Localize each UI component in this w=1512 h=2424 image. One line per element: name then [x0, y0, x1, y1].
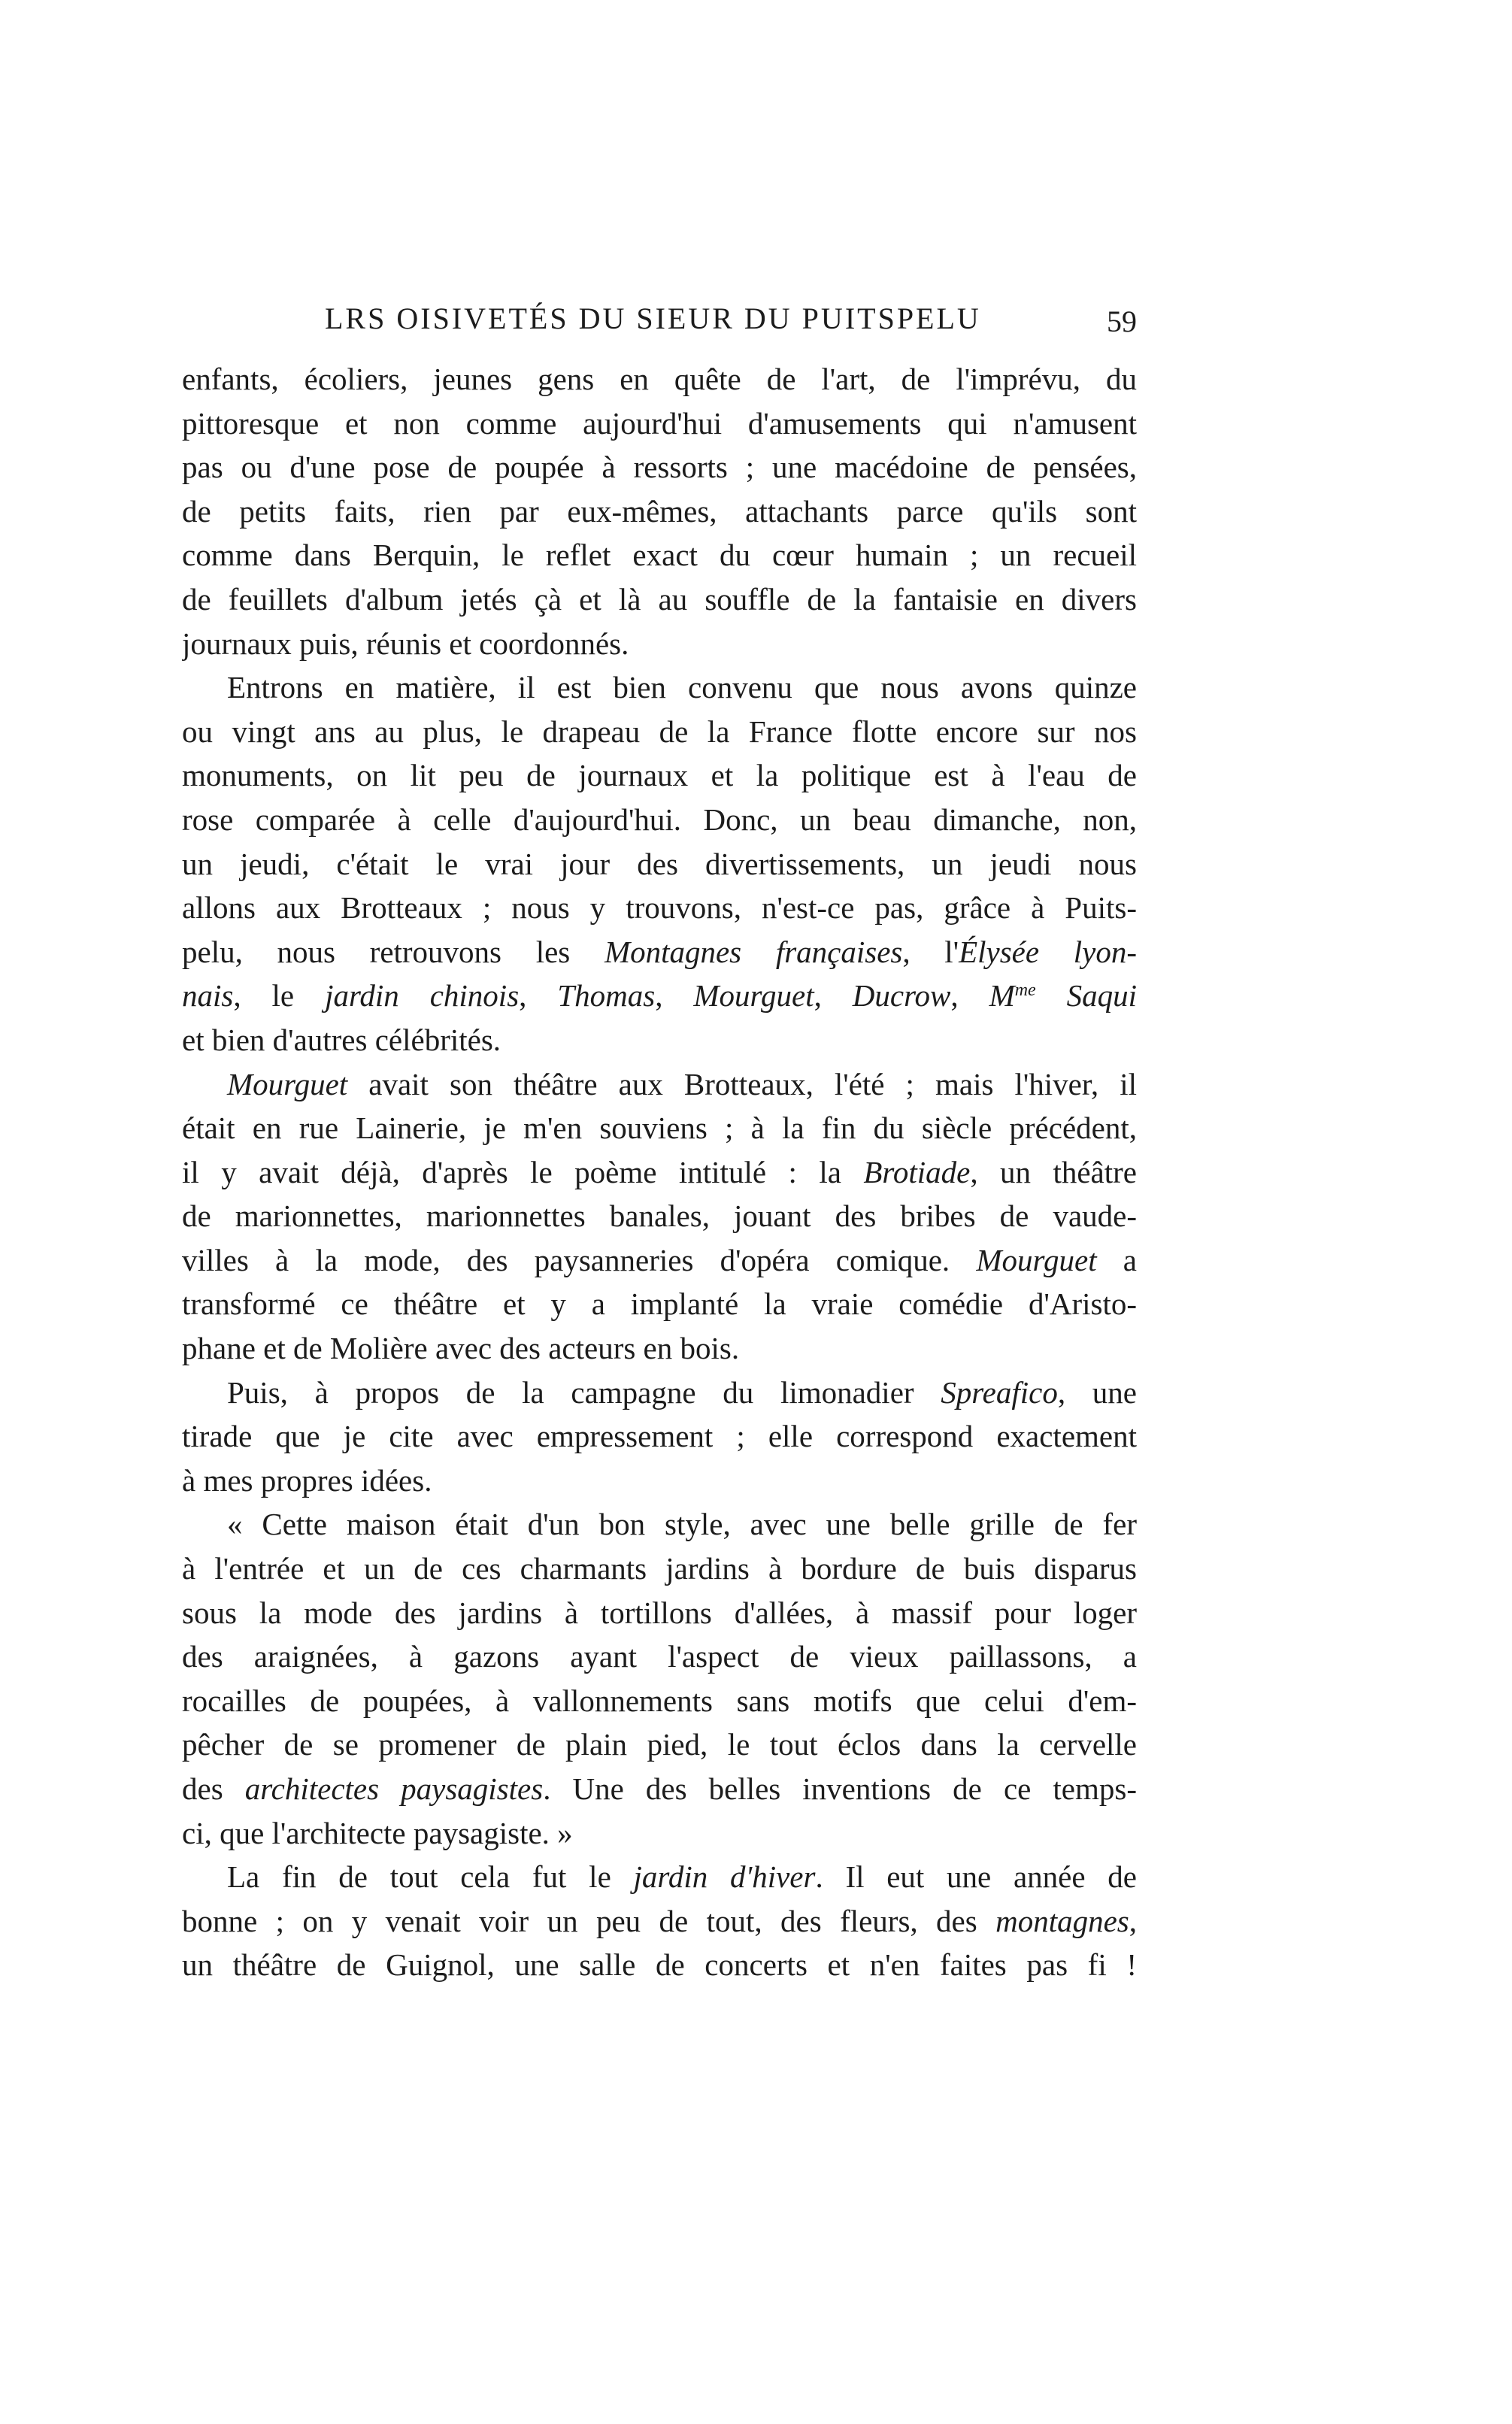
- text-line: allons aux Brotteaux ; nous y trouvons, n'est-ce pas, grâce à Puits-: [182, 890, 1137, 926]
- text-line: de feuillets d'album jetés çà et là au souffle de la fantaisie en divers: [182, 581, 1137, 617]
- text-line: pêcher de se promener de plain pied, le tout éclos dans la cervelle: [182, 1727, 1137, 1762]
- text-line: des araignées, à gazons ayant l'aspect de vieux paillassons, a: [182, 1639, 1137, 1674]
- running-title: LRS OISIVETÉS DU SIEUR DU PUITSPELU: [325, 301, 981, 335]
- italic-name: Thomas: [557, 978, 656, 1014]
- text-line: tirade que je cite avec empressement ; elle correspond exactement: [182, 1419, 1137, 1454]
- text-line: pittoresque et non comme aujourd'hui d'amusements qui n'amusent: [182, 405, 1137, 441]
- text-line: enfants, écoliers, jeunes gens en quête de l'art, de l'imprévu, du: [182, 362, 1137, 396]
- text-line: de petits faits, rien par eux-mêmes, attachants parce qu'ils sont: [182, 493, 1137, 529]
- page-number: 59: [1107, 305, 1137, 338]
- paragraph-start-line: Entrons en matière, il est bien convenu que nous avons quinze: [227, 670, 1137, 705]
- paragraph-start-line: La fin de tout cela fut le jardin d'hiver. Il eut une année de: [227, 1859, 1137, 1895]
- italic-name: Spreafico: [941, 1374, 1058, 1410]
- text-line: un jeudi, c'était le vrai jour des divertissements, un jeudi nous: [182, 846, 1137, 881]
- text-line: nais, le jardin chinois, Thomas, Mourguet, Ducrow, $M^{me}$ Saqui: [182, 978, 1137, 1014]
- text-line: bonne ; on y venait voir un peu de tout, des fleurs, des montagnes,: [182, 1903, 1137, 1938]
- italic-name: Mourguet: [976, 1242, 1097, 1277]
- italic-title: jardin chinois: [325, 978, 520, 1014]
- italic-phrase: jardin d'hiver: [633, 1859, 816, 1895]
- text-line: comme dans Berquin, le reflet exact du cœur humain ; un recueil: [182, 538, 1137, 573]
- italic-title: Brotiade: [863, 1154, 971, 1189]
- italic-name: Mourguet: [227, 1066, 348, 1101]
- text-line: ou vingt ans au plus, le drapeau de la France flotte encore sur nos: [182, 714, 1137, 749]
- running-head: [182, 301, 1137, 346]
- quote-start-line: « Cette maison était d'un bon style, avec une belle grille de fer: [227, 1507, 1137, 1542]
- italic-title: Montagnes françaises: [604, 934, 903, 969]
- text-line: monuments, on lit peu de journaux et la politique est à l'eau de: [182, 758, 1137, 793]
- text-line: il y avait déjà, d'après le poème intitulé : la Brotiade, un théâtre: [182, 1154, 1137, 1189]
- paragraph-start-line: Puis, à propos de la campagne du limonadier Spreafico, une: [227, 1374, 1137, 1410]
- italic-name: M: [989, 978, 1015, 1014]
- text-line: de marionnettes, marionnettes banales, jouant des bribes de vaude-: [182, 1198, 1137, 1234]
- text-line: un théâtre de Guignol, une salle de concerts et n'en faites pas fi !: [182, 1947, 1137, 1983]
- text-line: pas ou d'une pose de poupée à ressorts ; une macédoine de pensées,: [182, 450, 1137, 485]
- superscript-me: me: [1014, 980, 1036, 1001]
- text-line: rocailles de poupées, à vallonnements sans motifs que celui d'em-: [182, 1683, 1137, 1718]
- italic-phrase: montagnes: [995, 1903, 1129, 1938]
- italic-name: Mourguet: [693, 978, 814, 1014]
- italic-title: Élysée lyon-: [959, 934, 1137, 969]
- text-line: phane et de Molière avec des acteurs en bois.: [182, 1331, 740, 1366]
- text-line: à mes propres idées.: [182, 1462, 432, 1498]
- text-line: ci, que l'architecte paysagiste. »: [182, 1815, 573, 1850]
- text-line: rose comparée à celle d'aujourd'hui. Donc, un beau dimanche, non,: [182, 801, 1137, 837]
- italic-name: Saqui: [1035, 978, 1137, 1014]
- text-line: journaux puis, réunis et coordonnés.: [182, 626, 629, 661]
- text-line: villes à la mode, des paysanneries d'opéra comique. Mourguet a: [182, 1242, 1137, 1277]
- paragraph-start-line: Mourguet avait son théâtre aux Brotteaux, l'été ; mais l'hiver, il: [227, 1066, 1137, 1101]
- text-line: sous la mode des jardins à tortillons d'allées, à massif pour loger: [182, 1595, 1137, 1630]
- text-line: transformé ce théâtre et y a implanté la vraie comédie d'Aristo-: [182, 1286, 1137, 1322]
- text-line: était en rue Lainerie, je m'en souviens ; à la fin du siècle précédent,: [182, 1110, 1137, 1146]
- text-line: et bien d'autres célébrités.: [182, 1022, 501, 1057]
- body-text: [182, 357, 1137, 1987]
- italic-name: Ducrow: [852, 978, 951, 1014]
- text-line: à l'entrée et un de ces charmants jardins à bordure de buis disparus: [182, 1551, 1137, 1586]
- text-line: des architectes paysagistes. Une des belles inventions de ce temps-: [182, 1771, 1137, 1806]
- italic-phrase: architectes paysagistes: [244, 1771, 544, 1806]
- text-line: pelu, nous retrouvons les Montagnes françaises, l'Élysée lyon-: [182, 934, 1137, 969]
